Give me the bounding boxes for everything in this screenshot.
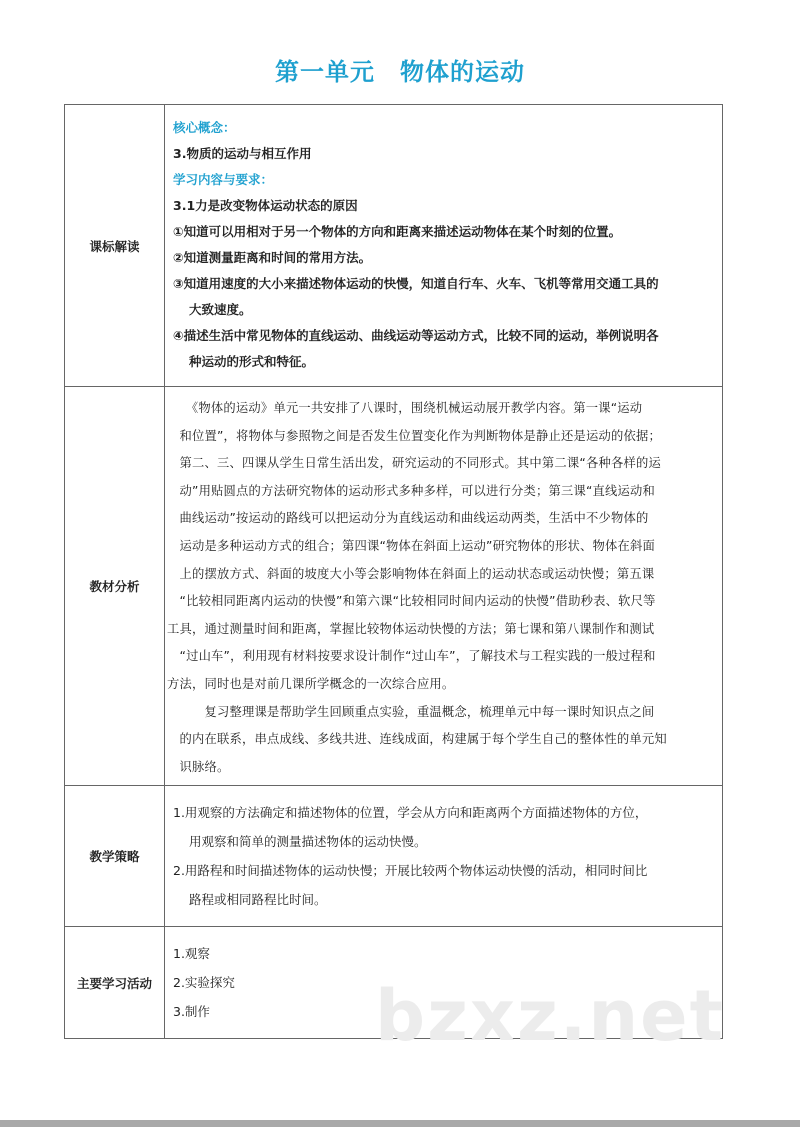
- list-item-line: ①知道可以用相对于另一个物体的方向和距离来描述运动物体在某个时刻的位置。: [173, 224, 622, 239]
- unit-table: [64, 104, 723, 1039]
- row-content: [165, 786, 723, 927]
- paragraph-line: 识脉络。: [167, 759, 230, 774]
- row-strategy: [65, 786, 723, 927]
- row-label: 教材分析: [65, 387, 165, 786]
- list-item-line: 大致速度。: [189, 302, 252, 317]
- paragraph-line: 曲线运动”按运动的路线可以把运动分为直线运动和曲线运动两类，生活中不少物体的: [167, 511, 649, 526]
- paragraph-line: 复习整理课是帮助学生回顾重点实验，重温概念，梳理单元中每一课时知识点之间: [167, 704, 655, 719]
- row-textbook: [65, 387, 723, 786]
- paragraph-line: “比较相同距离内运动的快慢”和第六课“比较相同时间内运动的快慢”借助秒表、软尺等: [167, 594, 656, 609]
- paragraph-line: 的内在联系，串点成线、多线共进、连线成面，构建属于每个学生自己的整体性的单元知: [167, 732, 667, 747]
- watermark: bzxz.net: [375, 975, 726, 1057]
- row-content: [165, 387, 723, 786]
- page-title: 第一单元 物体的运动: [275, 58, 525, 86]
- paragraph-line: 《物体的运动》单元一共安排了八课时，围绕机械运动展开教学内容。第一课“运动: [167, 401, 643, 415]
- list-item: 3.制作: [173, 1004, 210, 1020]
- paragraph-line: 方法，同时也是对前几课所学概念的一次综合应用。: [167, 676, 455, 691]
- req-heading: 学习内容与要求：: [173, 172, 274, 187]
- paragraph-line: 动”用贴圆点的方法研究物体的运动形式多种多样，可以进行分类；第三课“直线运动和: [167, 483, 656, 498]
- core-heading: 核心概念：: [173, 120, 236, 135]
- paragraph-line: 第二、三、四课从学生日常生活出发，研究运动的不同形式。其中第二课“各种各样的运: [167, 456, 661, 471]
- list-item-line: ④描述生活中常见物体的直线运动、曲线运动等运动方式，比较不同的运动，举例说明各: [173, 328, 659, 343]
- list-item-line: 种运动的形式和特征。: [189, 354, 315, 369]
- list-item: 1.观察: [173, 946, 210, 962]
- list-item-line: ②知道测量距离和时间的常用方法。: [173, 250, 372, 265]
- requirement: 3.1力是改变物体运动状态的原因: [173, 198, 358, 213]
- list-item-line: 路程或相同路程比时间。: [189, 892, 327, 908]
- row-content: [165, 105, 723, 387]
- paragraph-line: 和位置”，将物体与参照物之间是否发生位置变化作为判断物体是静止还是运动的依据；: [167, 428, 661, 443]
- paragraph-line: 上的摆放方式、斜面的坡度大小等会影响物体在斜面上的运动状态或运动快慢；第五课: [167, 566, 655, 581]
- core-concept: 3.物质的运动与相互作用: [173, 146, 312, 161]
- list-item-line: ③知道用速度的大小来描述物体运动的快慢，知道自行车、火车、飞机等常用交通工具的: [173, 276, 659, 291]
- paragraph-line: 工具，通过测量时间和距离，掌握比较物体运动快慢的方法；第七课和第八课制作和测试: [167, 621, 655, 636]
- row-label: 课标解读: [65, 105, 165, 387]
- list-item-line: 用观察和简单的测量描述物体的运动快慢。: [189, 834, 427, 850]
- list-item: 2.实验探究: [173, 975, 235, 991]
- bottom-scrollbar[interactable]: [0, 1120, 800, 1127]
- list-item-line: 1.用观察的方法确定和描述物体的位置，学会从方向和距离两个方面描述物体的方位，: [173, 805, 648, 821]
- row-label: 主要学习活动: [65, 927, 165, 1039]
- list-item-line: 2.用路程和时间描述物体的运动快慢；开展比较两个物体运动快慢的活动，相同时间比: [173, 863, 648, 879]
- row-label: 教学策略: [65, 786, 165, 927]
- paragraph-line: 运动是多种运动方式的组合；第四课“物体在斜面上运动”研究物体的形状、物体在斜面: [167, 538, 656, 553]
- paragraph-line: “过山车”，利用现有材料按要求设计制作“过山车”，了解技术与工程实践的一般过程和: [167, 649, 656, 664]
- row-standards: [65, 105, 723, 387]
